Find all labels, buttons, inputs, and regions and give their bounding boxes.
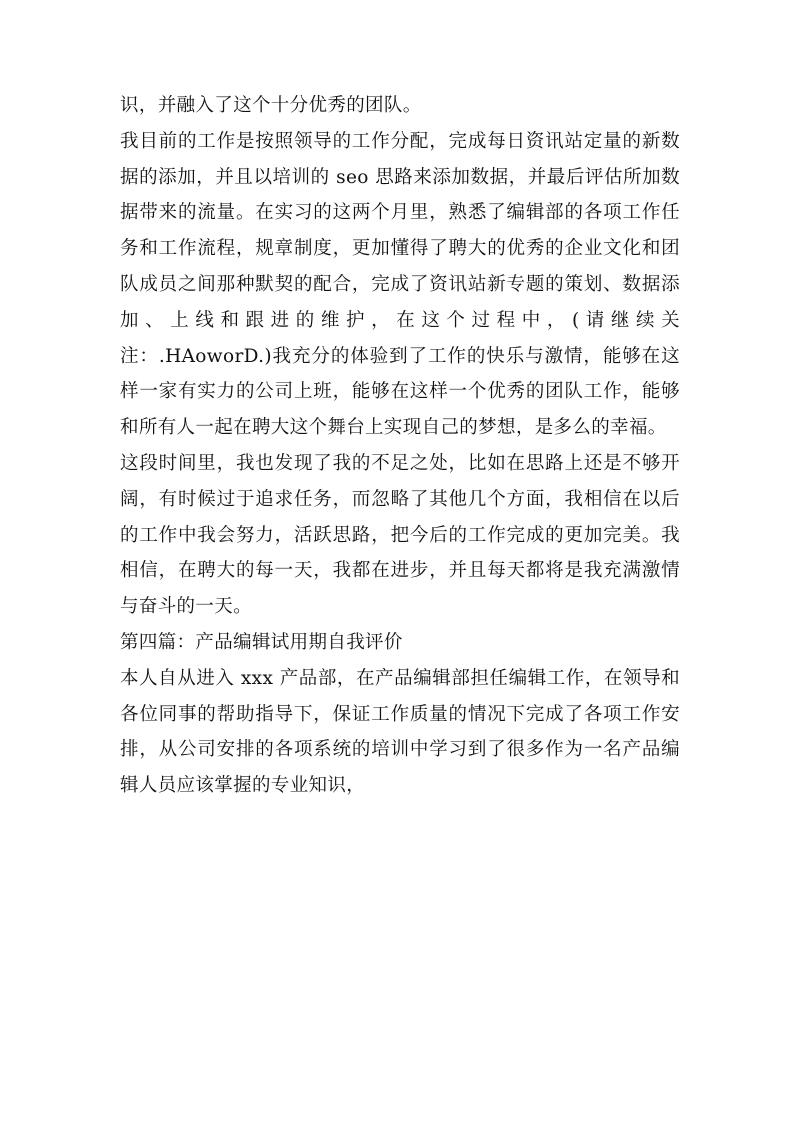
paragraph-shortcomings: 这段时间里，我也发现了我的不足之处，比如在思路上还是不够开阔，有时候过于追求任务，而忽略了其他几个方面，我相信在以后的工作中我会努力，活跃思路，把今后的工作完成的更加完美。我相信，在聘大的每一天，我都在进步，并且每天都将是我充满激情与奋斗的一天。 bbox=[120, 452, 680, 618]
paragraph-team: 识，并融入了这个十分优秀的团队。 bbox=[120, 95, 422, 116]
section-heading: 第四篇：产品编辑试用期自我评价 bbox=[120, 631, 403, 653]
document-body bbox=[120, 88, 680, 804]
paragraph-work-duties: 我目前的工作是按照领导的工作分配，完成每日资讯站定量的新数据的添加，并且以培训的 seo 思路来添加数据，并最后评估所加数据带来的流量。在实习的这两个月里，熟悉了编辑部的各项工作任务和工作流程，规章制度，更加懂得了聘大的优秀的企业文化和团队成员之间那种默契的配合，完成了资讯站新专题的策划、数据添加、上线和跟进的维护，在这个过程中，(请继续关注：.HAoworD.)我充分的体验到了工作的快乐与激情，能够在这样一家有实力的公司上班，能够在这样一个优秀的团队工作，能够和所有人一起在聘大这个舞台上实现自己的梦想，是多么的幸福。 bbox=[120, 130, 680, 439]
paragraph-self-evaluation: 本人自从进入 xxx 产品部，在产品编辑部担任编辑工作，在领导和各位同事的帮助指导下，保证工作质量的情况下完成了各项工作安排，从公司安排的各项系统的培训中学习到了很多作为一名产品编辑人员应该掌握的专业知识， bbox=[120, 667, 680, 797]
